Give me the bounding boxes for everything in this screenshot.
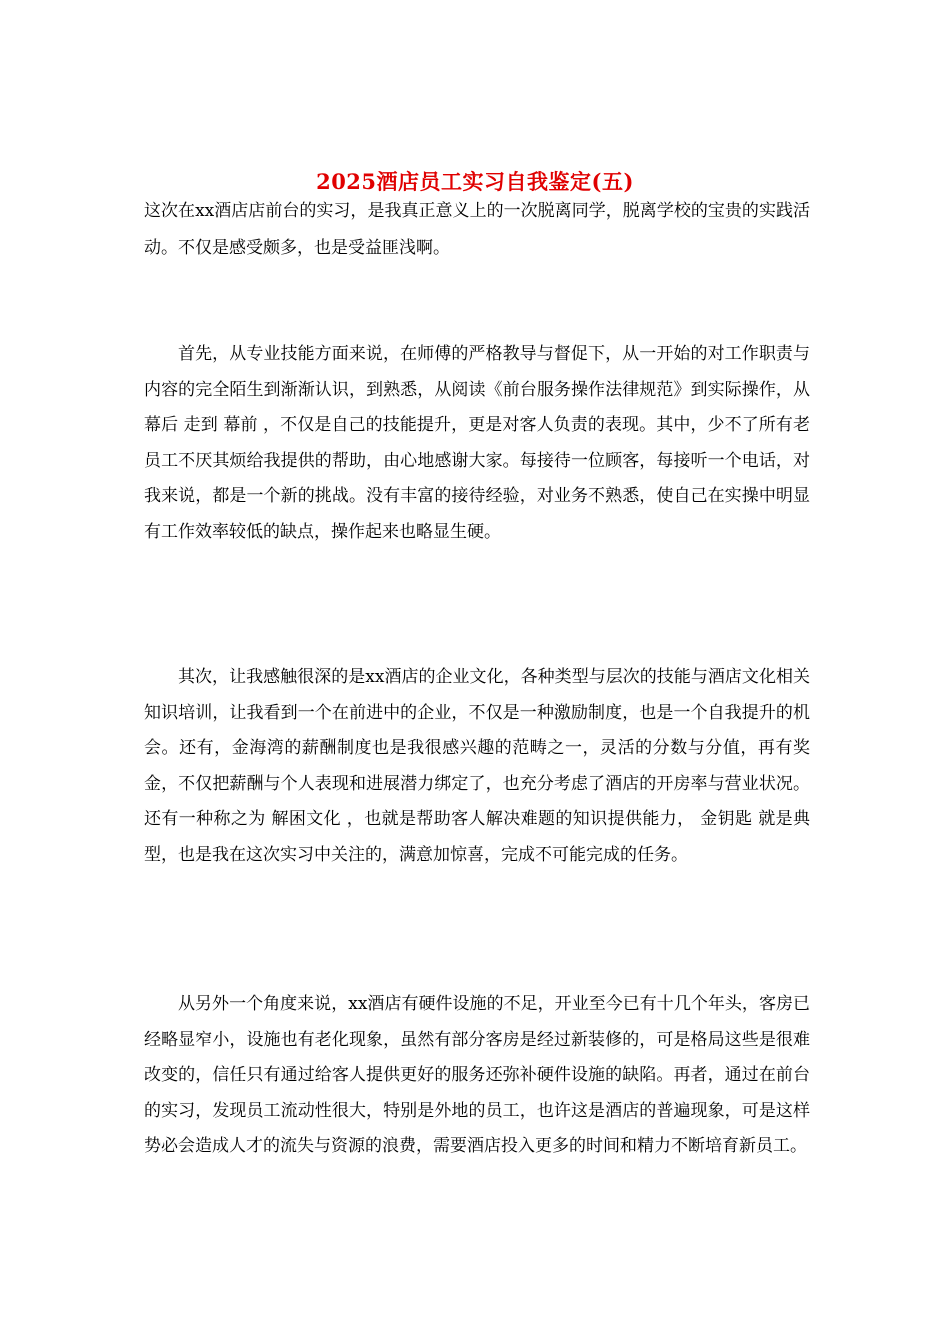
paragraph-intro: 这次在xx酒店店前台的实习，是我真正意义上的一次脱离同学，脱离学校的宝贵的实践活动。不仅是感受颇多，也是受益匪浅啊。 <box>144 201 810 258</box>
document-title: 2025酒店员工实习自我鉴定(五) <box>316 169 634 195</box>
paragraph-skills: 首先，从专业技能方面来说，在师傅的严格教导与督促下，从一开始的对工作职责与内容的完全陌生到渐渐认识，到熟悉，从阅读《前台服务操作法律规范》到实际操作，从 幕后 走到 幕前 ，不仅是自己的技能提升，更是对客人负责的表现。其中，少不了所有老员工不厌其烦给我提供的帮助，由心地感谢大家。每接待一位顾客，每接听一个电话，对我来说，都是一个新的挑战。没有丰富的接待经验，对业务不熟悉，使自己在实操中明显有工作效率较低的缺点，操作起来也略显生硬。 <box>144 344 810 542</box>
paragraph-culture: 其次，让我感触很深的是xx酒店的企业文化，各种类型与层次的技能与酒店文化相关知识培训，让我看到一个在前进中的企业，不仅是一种激励制度，也是一个自我提升的机会。还有，金海湾的薪酬制度也是我很感兴趣的范畴之一，灵活的分数与分值，再有奖金，不仅把薪酬与个人表现和进展潜力绑定了，也充分考虑了酒店的开房率与营业状况。还有一种称之为 解困文化 ，也就是帮助客人解决难题的知识提供能力， 金钥匙 就是典型，也是我在这次实习中关注的，满意加惊喜，完成不可能完成的任务。 <box>144 667 810 865</box>
paragraph-facilities: 从另外一个角度来说，xx酒店有硬件设施的不足，开业至今已有十几个年头，客房已经略显窄小，设施也有老化现象，虽然有部分客房是经过新装修的，可是格局这些是很难改变的，信任只有通过给客人提供更好的服务还弥补硬件设施的缺陷。再者，通过在前台的实习，发现员工流动性很大，特别是外地的员工，也许这是酒店的普遍现象，可是这样势必会造成人才的流失与资源的浪费，需要酒店投入更多的时间和精力不断培育新员工。 <box>144 994 810 1156</box>
